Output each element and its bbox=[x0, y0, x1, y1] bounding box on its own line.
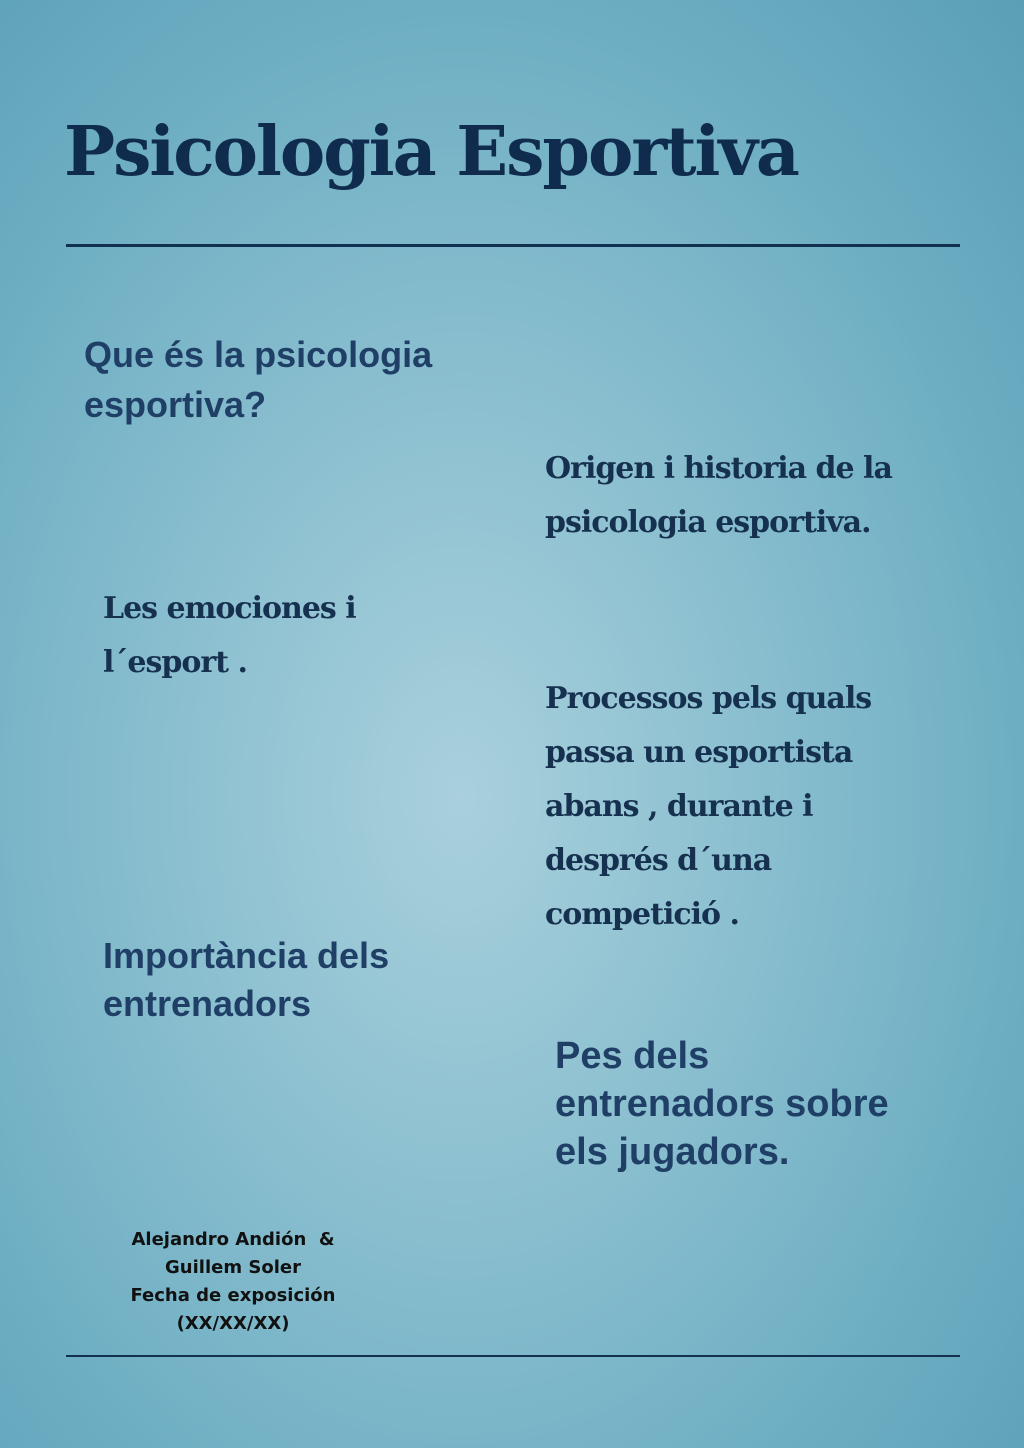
topic-competition-processes: Processos pels quals passa un esportista abans , durante i després d´una competició . bbox=[545, 681, 872, 932]
topic-coaches-influence: Pes dels entrenadors sobre els jugadors. bbox=[555, 1035, 889, 1173]
topic-coaches-importance: Importància dels entrenadors bbox=[103, 935, 390, 1024]
top-divider bbox=[66, 244, 960, 247]
author-line: Alejandro Andión & bbox=[131, 1229, 335, 1250]
bottom-divider bbox=[66, 1355, 960, 1357]
topic-what-is-sport-psychology: Que és la psicologia esportiva? bbox=[84, 334, 433, 425]
page-title: Psicologia Esportiva bbox=[64, 112, 798, 192]
authors-block bbox=[98, 1226, 368, 1338]
author-line: Guillem Soler bbox=[165, 1257, 301, 1278]
exposition-date-label: Fecha de exposición bbox=[130, 1285, 336, 1306]
exposition-date: (XX/XX/XX) bbox=[176, 1313, 290, 1334]
topic-origin-history: Origen i historia de la psicologia esportiva. bbox=[545, 451, 892, 540]
topic-emotions-sport: Les emociones i l´esport . bbox=[103, 591, 356, 680]
